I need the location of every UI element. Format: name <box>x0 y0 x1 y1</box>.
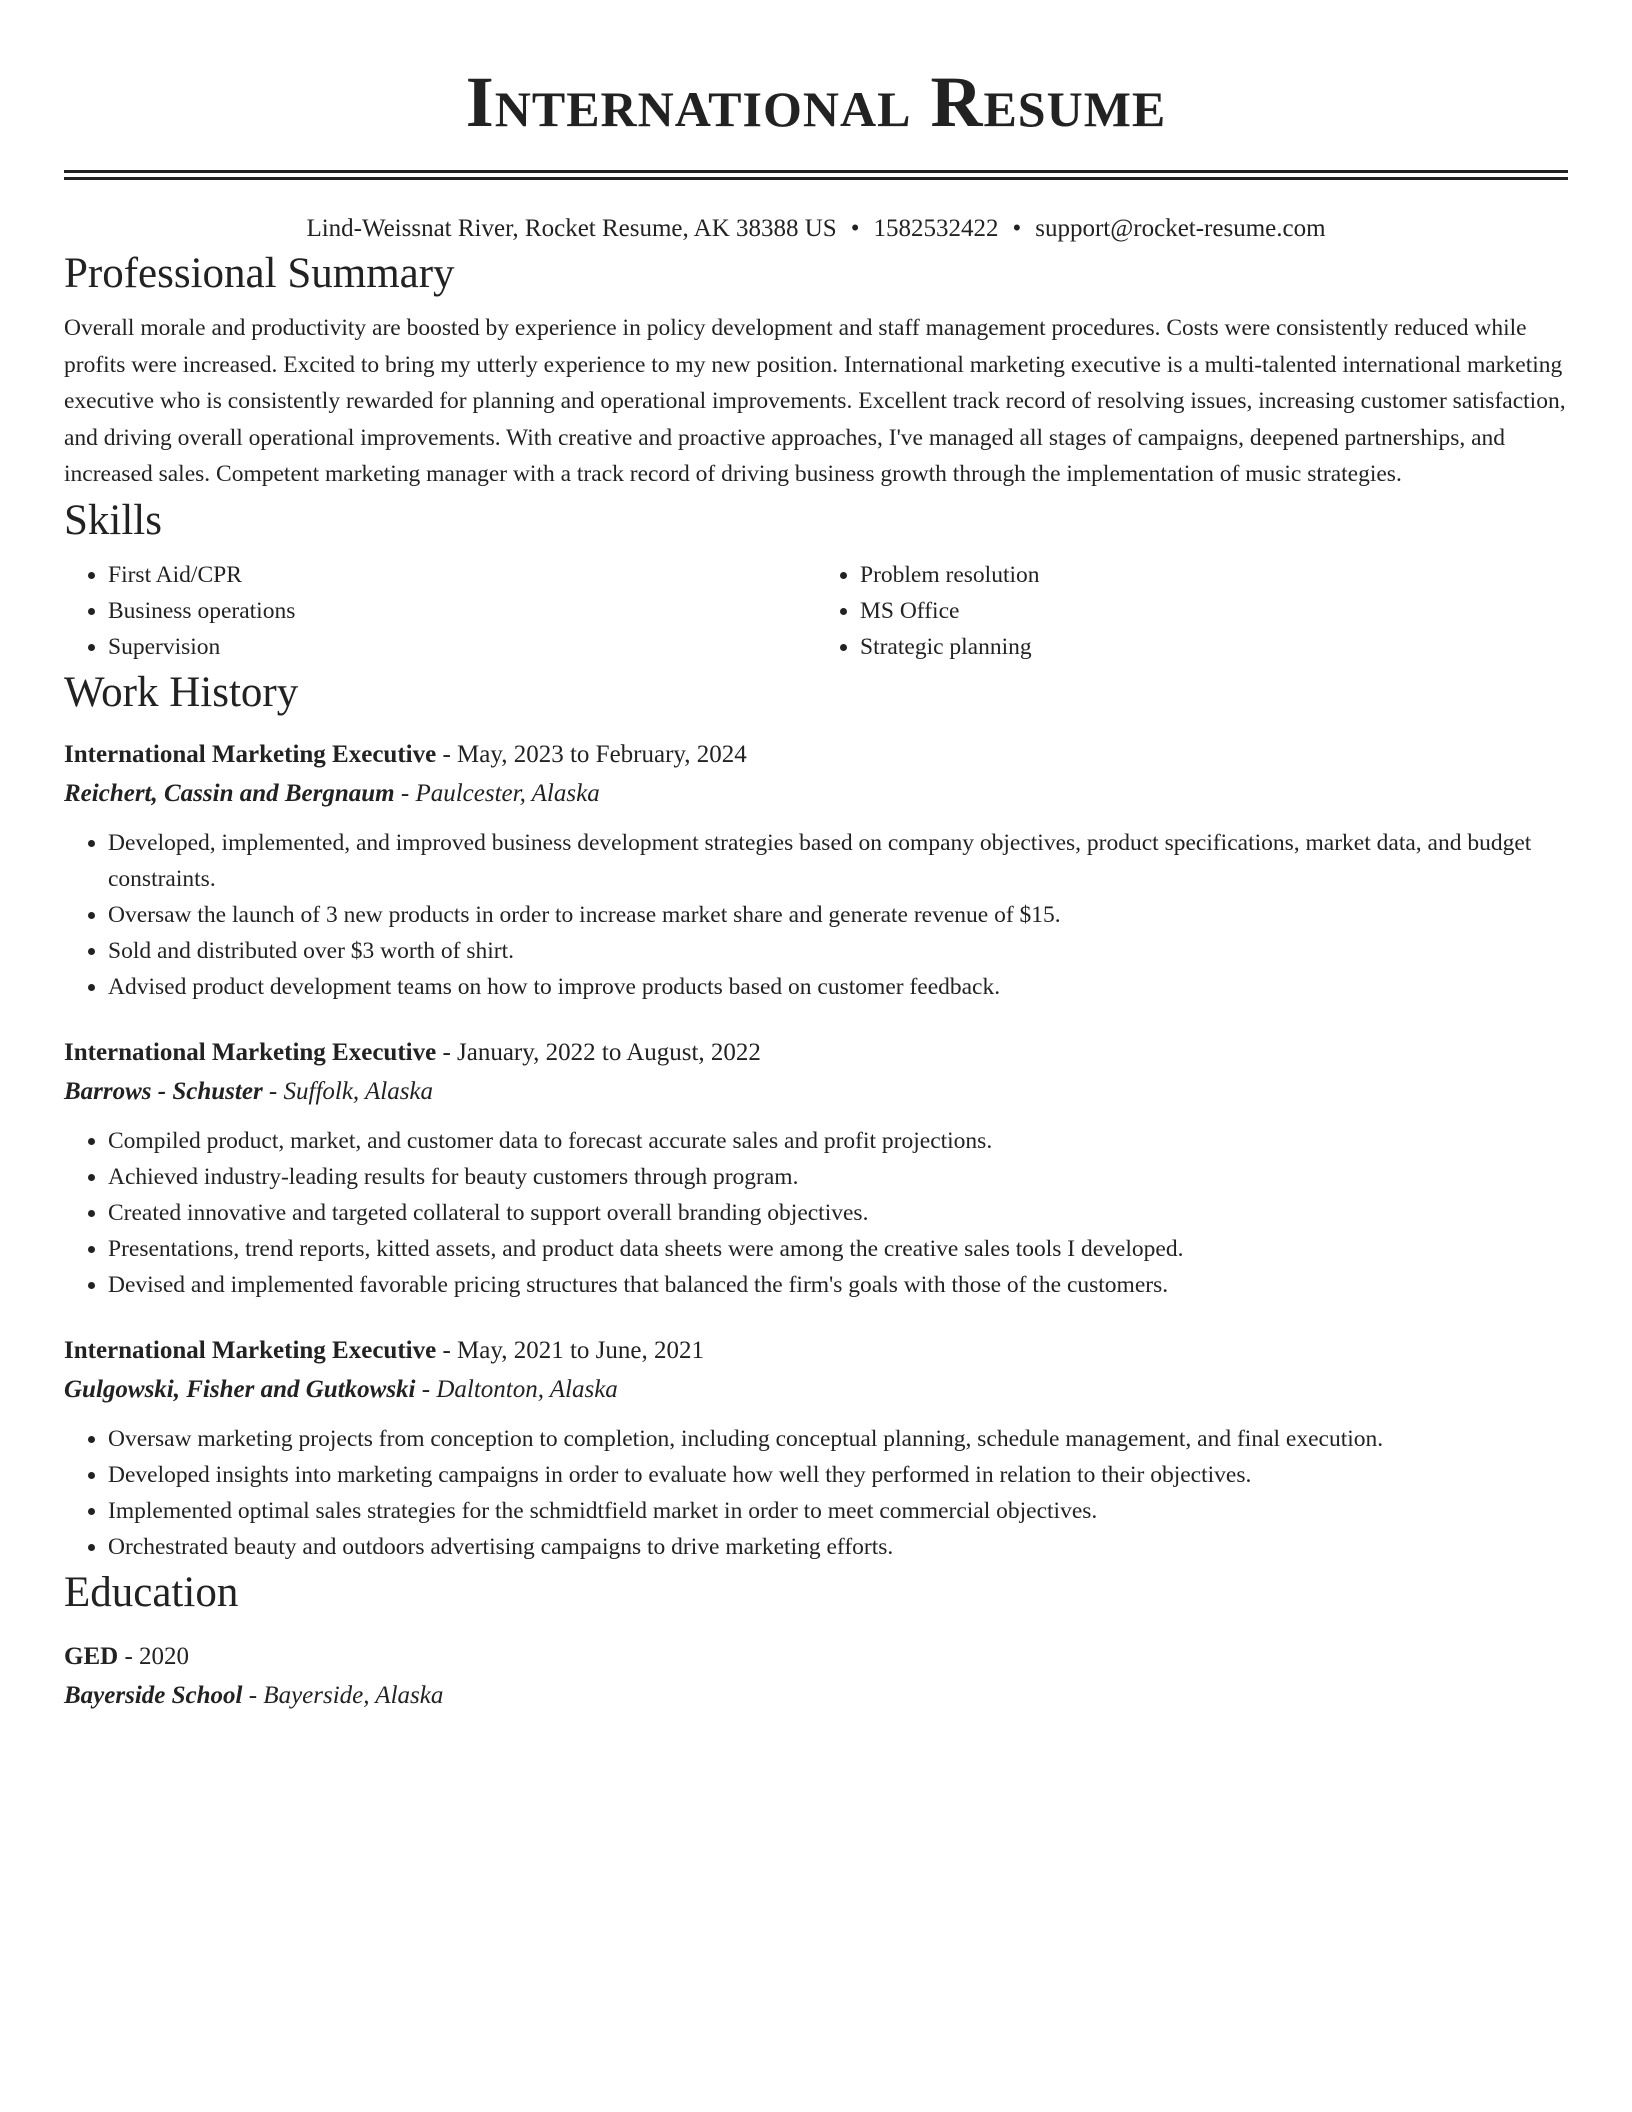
skills-column-right <box>816 557 1568 665</box>
summary-text: Overall morale and productivity are boosted by experience in policy development and staff management procedures. Costs were consistently reduced while profits were increased. Excited to bring my utterly experience to my new position. International marketing executive is a multi-talented international marketing executive who is consistently rewarded for planning and operational improvements. Excellent track record of resolving issues, increasing customer satisfaction, and driving overall operational improvements. With creative and proactive approaches, I've managed all stages of campaigns, deepened partnerships, and increased sales. Competent marketing manager with a track record of driving business growth through the implementation of music strategies. <box>64 315 1566 487</box>
education-institution <box>64 1677 1568 1715</box>
education-entry <box>64 1637 1568 1715</box>
education-school: Bayerside School <box>64 1681 243 1709</box>
job-bullet: • Developed insights into marketing campaigns in order to evaluate how well they performed in relation to their objectives. <box>108 1457 1568 1493</box>
job-bullet: • Sold and distributed over $3 worth of shirt. <box>108 933 1568 969</box>
contact-address: Lind-Weissnat River, Rocket Resume, AK 38388 US <box>306 215 837 242</box>
job-bullet: • Oversaw the launch of 3 new products in order to increase market share and generate revenue of $15. <box>108 897 1568 933</box>
job-bullet: • Achieved industry-leading results for beauty customers through program. <box>108 1159 1568 1195</box>
job-entry <box>64 1033 1568 1303</box>
job-dates: - January, 2022 to August, 2022 <box>436 1038 761 1066</box>
resume-name: International Resume <box>465 62 1167 142</box>
job-bullet: • Implemented optimal sales strategies for the schmidtfield market in order to meet commercial objectives. <box>108 1493 1568 1529</box>
contact-email: support@rocket-resume.com <box>1035 215 1326 242</box>
job-header <box>64 1331 1568 1371</box>
skills-heading: Skills <box>64 496 162 544</box>
job-employer <box>64 1371 1568 1409</box>
skill-item: • Problem resolution <box>860 557 1568 593</box>
job-entry <box>64 1331 1568 1565</box>
contact-phone: 1582532422 <box>873 215 999 242</box>
job-employer <box>64 1073 1568 1111</box>
skill-item: • Supervision <box>108 629 816 665</box>
job-header <box>64 1033 1568 1073</box>
work-history-heading: Work History <box>64 668 299 716</box>
skill-item: • Strategic planning <box>860 629 1568 665</box>
job-location: - Daltonton, Alaska <box>415 1375 618 1403</box>
skills-list <box>64 557 1568 665</box>
skill-item: • Business operations <box>108 593 816 629</box>
job-dates: - May, 2021 to June, 2021 <box>436 1336 704 1364</box>
education-degree: GED <box>64 1642 119 1670</box>
job-entry <box>64 735 1568 1005</box>
education-year: - 2020 <box>118 1642 190 1670</box>
job-role: International Marketing Executive <box>64 1336 437 1364</box>
job-header <box>64 735 1568 775</box>
contact-separator: • <box>850 215 860 242</box>
job-company: Gulgowski, Fisher and Gutkowski <box>64 1375 416 1403</box>
education-heading: Education <box>64 1568 239 1616</box>
header-double-rule <box>64 170 1568 180</box>
skill-item: • MS Office <box>860 593 1568 629</box>
job-bullets <box>64 1421 1568 1565</box>
summary-heading: Professional Summary <box>64 250 455 297</box>
contact-line <box>64 212 1568 246</box>
job-bullet: • Oversaw marketing projects from conception to completion, including conceptual planning, schedule management, and final execution. <box>108 1421 1568 1457</box>
job-bullets <box>64 1123 1568 1303</box>
job-bullet: • Advised product development teams on how to improve products based on customer feedback. <box>108 969 1568 1005</box>
job-role: International Marketing Executive <box>64 1038 437 1066</box>
job-bullet: • Developed, implemented, and improved business development strategies based on company objectives, product specifications, market data, and budget constraints. <box>108 825 1568 897</box>
education-location: - Bayerside, Alaska <box>242 1681 444 1709</box>
job-dates: - May, 2023 to February, 2024 <box>436 740 747 768</box>
job-bullet: • Presentations, trend reports, kitted assets, and product data sheets were among the creative sales tools I developed. <box>108 1231 1568 1267</box>
job-bullet: • Compiled product, market, and customer data to forecast accurate sales and profit projections. <box>108 1123 1568 1159</box>
job-company: Reichert, Cassin and Bergnaum <box>64 779 395 807</box>
job-role: International Marketing Executive <box>64 740 437 768</box>
job-location: - Paulcester, Alaska <box>394 779 600 807</box>
skill-item: • First Aid/CPR <box>108 557 816 593</box>
job-bullet: • Orchestrated beauty and outdoors advertising campaigns to drive marketing efforts. <box>108 1529 1568 1565</box>
job-bullets <box>64 825 1568 1005</box>
job-location: - Suffolk, Alaska <box>262 1077 434 1105</box>
education-header <box>64 1637 1568 1677</box>
job-company: Barrows - Schuster <box>64 1077 263 1105</box>
job-bullet: • Created innovative and targeted collateral to support overall branding objectives. <box>108 1195 1568 1231</box>
skills-column-left <box>64 557 816 665</box>
job-employer <box>64 775 1568 813</box>
job-bullet: • Devised and implemented favorable pricing structures that balanced the firm's goals with those of the customers. <box>108 1267 1568 1303</box>
contact-separator: • <box>1012 215 1022 242</box>
